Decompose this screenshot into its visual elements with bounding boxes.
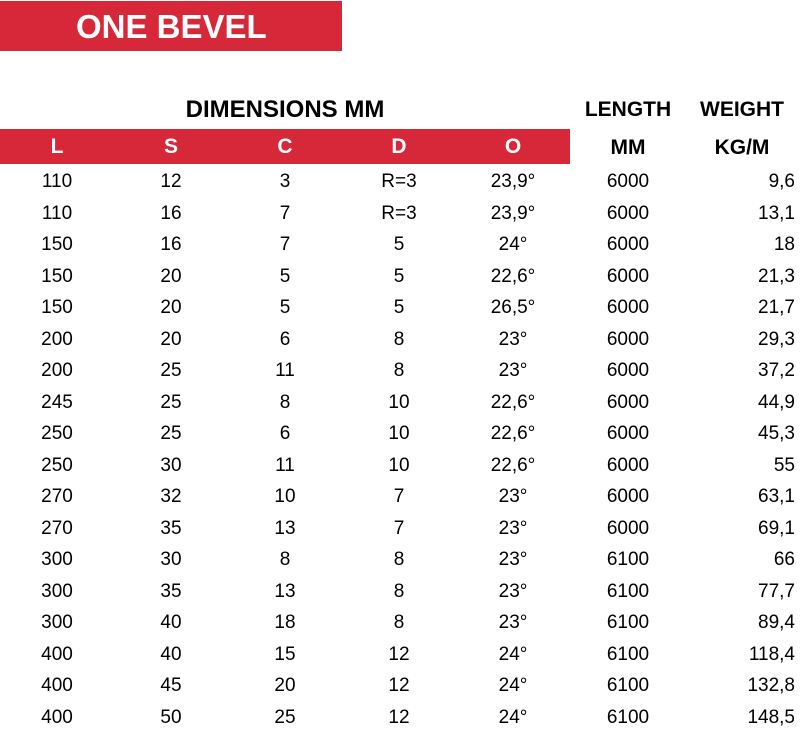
cell-l: 110 bbox=[41, 202, 73, 224]
cell-weight: 21,3 bbox=[758, 265, 795, 287]
weight-unit: KG/M bbox=[714, 136, 770, 159]
cell-l: 300 bbox=[41, 612, 73, 633]
cell-s: 40 bbox=[160, 643, 182, 665]
cell-o: 23° bbox=[498, 360, 528, 381]
cell-d: 7 bbox=[393, 517, 405, 539]
column-header-s: S bbox=[163, 135, 178, 158]
cell-c: 7 bbox=[279, 234, 291, 255]
table-row bbox=[0, 261, 800, 293]
cell-length: 6100 bbox=[606, 643, 650, 665]
column-header-bar bbox=[0, 129, 570, 164]
cell-l: 250 bbox=[41, 423, 73, 444]
cell-length: 6100 bbox=[606, 675, 650, 696]
cell-c: 15 bbox=[274, 643, 296, 665]
cell-c: 13 bbox=[274, 580, 296, 602]
cell-s: 25 bbox=[160, 360, 182, 381]
cell-d: 5 bbox=[393, 265, 405, 287]
cell-d: 12 bbox=[388, 706, 410, 728]
cell-length: 6000 bbox=[606, 391, 650, 413]
cell-o: 22,6° bbox=[490, 454, 536, 476]
cell-o: 24° bbox=[498, 234, 528, 255]
table-row bbox=[0, 607, 800, 639]
table-row bbox=[0, 387, 800, 419]
cell-c: 7 bbox=[279, 202, 291, 224]
table-row bbox=[0, 702, 800, 734]
cell-d: 10 bbox=[388, 391, 410, 413]
cell-length: 6000 bbox=[606, 297, 650, 318]
cell-d: R=3 bbox=[381, 202, 417, 224]
cell-d: 5 bbox=[393, 297, 405, 318]
cell-s: 50 bbox=[160, 706, 182, 728]
cell-d: 8 bbox=[393, 580, 405, 602]
cell-c: 20 bbox=[274, 675, 296, 696]
cell-d: 12 bbox=[388, 643, 410, 665]
cell-s: 20 bbox=[160, 297, 182, 318]
cell-c: 8 bbox=[279, 391, 291, 413]
cell-s: 16 bbox=[160, 202, 182, 224]
cell-c: 5 bbox=[279, 265, 291, 287]
cell-l: 245 bbox=[41, 391, 73, 413]
cell-l: 270 bbox=[41, 517, 73, 539]
column-header-c: C bbox=[277, 135, 293, 158]
cell-s: 45 bbox=[160, 675, 182, 696]
cell-s: 20 bbox=[160, 265, 182, 287]
cell-length: 6100 bbox=[606, 612, 650, 633]
cell-weight: 45,3 bbox=[758, 423, 795, 444]
cell-d: 8 bbox=[393, 328, 405, 350]
cell-weight: 44,9 bbox=[758, 391, 795, 413]
cell-c: 25 bbox=[274, 706, 296, 728]
cell-d: 8 bbox=[393, 612, 405, 633]
cell-weight: 89,4 bbox=[758, 612, 795, 633]
cell-l: 250 bbox=[41, 454, 73, 476]
cell-c: 6 bbox=[279, 423, 291, 444]
cell-weight: 77,7 bbox=[758, 580, 795, 602]
table-row bbox=[0, 670, 800, 702]
cell-length: 6000 bbox=[606, 486, 650, 507]
cell-l: 400 bbox=[41, 675, 73, 696]
cell-l: 110 bbox=[41, 171, 73, 192]
cell-length: 6100 bbox=[606, 580, 650, 602]
cell-d: R=3 bbox=[381, 171, 417, 192]
cell-length: 6000 bbox=[606, 454, 650, 476]
cell-d: 10 bbox=[388, 454, 410, 476]
cell-s: 25 bbox=[160, 391, 182, 413]
cell-o: 22,6° bbox=[490, 265, 536, 287]
cell-length: 6000 bbox=[606, 328, 650, 350]
weight-heading: WEIGHT bbox=[700, 98, 784, 121]
cell-weight: 132,8 bbox=[747, 675, 795, 696]
table-row bbox=[0, 450, 800, 482]
cell-s: 20 bbox=[160, 328, 182, 350]
column-header-o: O bbox=[504, 135, 522, 158]
cell-weight: 18 bbox=[773, 234, 795, 255]
cell-l: 400 bbox=[41, 643, 73, 665]
cell-length: 6000 bbox=[606, 360, 650, 381]
cell-s: 30 bbox=[160, 454, 182, 476]
cell-s: 35 bbox=[160, 580, 182, 602]
length-unit: MM bbox=[610, 136, 646, 159]
cell-d: 12 bbox=[388, 675, 410, 696]
cell-s: 35 bbox=[160, 517, 182, 539]
cell-c: 11 bbox=[275, 360, 295, 381]
cell-c: 3 bbox=[279, 171, 291, 192]
cell-o: 24° bbox=[498, 706, 528, 728]
cell-s: 40 bbox=[160, 612, 182, 633]
cell-o: 23,9° bbox=[490, 202, 536, 224]
cell-length: 6000 bbox=[606, 265, 650, 287]
cell-weight: 148,5 bbox=[747, 706, 795, 728]
cell-length: 6100 bbox=[606, 706, 650, 728]
cell-o: 24° bbox=[498, 675, 528, 696]
cell-weight: 13,1 bbox=[758, 202, 795, 224]
cell-length: 6000 bbox=[606, 171, 650, 192]
cell-c: 13 bbox=[274, 517, 296, 539]
table-row bbox=[0, 229, 800, 261]
table-row bbox=[0, 198, 800, 230]
cell-d: 10 bbox=[388, 423, 410, 444]
cell-o: 24° bbox=[498, 643, 528, 665]
table-row bbox=[0, 481, 800, 513]
cell-l: 150 bbox=[41, 265, 73, 287]
cell-d: 5 bbox=[393, 234, 405, 255]
cell-l: 400 bbox=[41, 706, 73, 728]
table-row bbox=[0, 292, 800, 324]
cell-c: 8 bbox=[279, 549, 291, 570]
cell-d: 8 bbox=[393, 549, 405, 570]
cell-weight: 9,6 bbox=[768, 171, 795, 192]
cell-c: 10 bbox=[274, 486, 296, 507]
cell-o: 23° bbox=[498, 486, 528, 507]
page-title: ONE BEVEL bbox=[76, 8, 267, 45]
cell-weight: 55 bbox=[773, 454, 795, 476]
cell-length: 6000 bbox=[606, 234, 650, 255]
table-row bbox=[0, 355, 800, 387]
cell-length: 6000 bbox=[606, 423, 650, 444]
data-table bbox=[0, 166, 800, 733]
cell-c: 5 bbox=[279, 297, 291, 318]
length-heading: LENGTH bbox=[584, 98, 672, 121]
cell-length: 6000 bbox=[606, 202, 650, 224]
cell-weight: 63,1 bbox=[758, 486, 795, 507]
cell-weight: 21,7 bbox=[758, 297, 795, 318]
column-header-d: D bbox=[391, 135, 407, 158]
cell-o: 23° bbox=[498, 328, 528, 350]
table-row bbox=[0, 513, 800, 545]
cell-l: 150 bbox=[41, 297, 73, 318]
cell-l: 300 bbox=[41, 549, 73, 570]
cell-weight: 118,4 bbox=[748, 643, 795, 665]
cell-d: 8 bbox=[393, 360, 405, 381]
cell-d: 7 bbox=[393, 486, 405, 507]
cell-o: 23° bbox=[498, 517, 528, 539]
cell-o: 23° bbox=[498, 612, 528, 633]
cell-c: 18 bbox=[274, 612, 296, 633]
cell-s: 25 bbox=[160, 423, 182, 444]
cell-s: 16 bbox=[160, 234, 182, 255]
table-row bbox=[0, 324, 800, 356]
cell-s: 12 bbox=[160, 171, 182, 192]
cell-o: 23,9° bbox=[490, 171, 536, 192]
cell-o: 23° bbox=[498, 549, 528, 570]
title-banner bbox=[0, 1, 342, 51]
column-header-l: L bbox=[50, 135, 64, 158]
table-row bbox=[0, 418, 800, 450]
cell-o: 26,5° bbox=[490, 297, 536, 318]
cell-s: 30 bbox=[160, 549, 182, 570]
cell-l: 150 bbox=[41, 234, 73, 255]
table-row bbox=[0, 639, 800, 671]
cell-weight: 29,3 bbox=[758, 328, 795, 350]
table-row bbox=[0, 166, 800, 198]
cell-length: 6000 bbox=[606, 517, 650, 539]
cell-c: 11 bbox=[275, 454, 295, 476]
cell-c: 6 bbox=[279, 328, 291, 350]
cell-o: 22,6° bbox=[490, 391, 536, 413]
cell-l: 270 bbox=[41, 486, 73, 507]
cell-o: 22,6° bbox=[490, 423, 536, 444]
cell-length: 6100 bbox=[606, 549, 650, 570]
cell-l: 300 bbox=[41, 580, 73, 602]
cell-weight: 66 bbox=[773, 549, 795, 570]
cell-weight: 69,1 bbox=[758, 517, 795, 539]
table-row bbox=[0, 544, 800, 576]
table-row bbox=[0, 576, 800, 608]
cell-o: 23° bbox=[498, 580, 528, 602]
cell-s: 32 bbox=[160, 486, 182, 507]
cell-l: 200 bbox=[41, 328, 73, 350]
cell-l: 200 bbox=[41, 360, 73, 381]
dimensions-heading: DIMENSIONS MM bbox=[185, 96, 385, 123]
cell-weight: 37,2 bbox=[758, 360, 795, 381]
